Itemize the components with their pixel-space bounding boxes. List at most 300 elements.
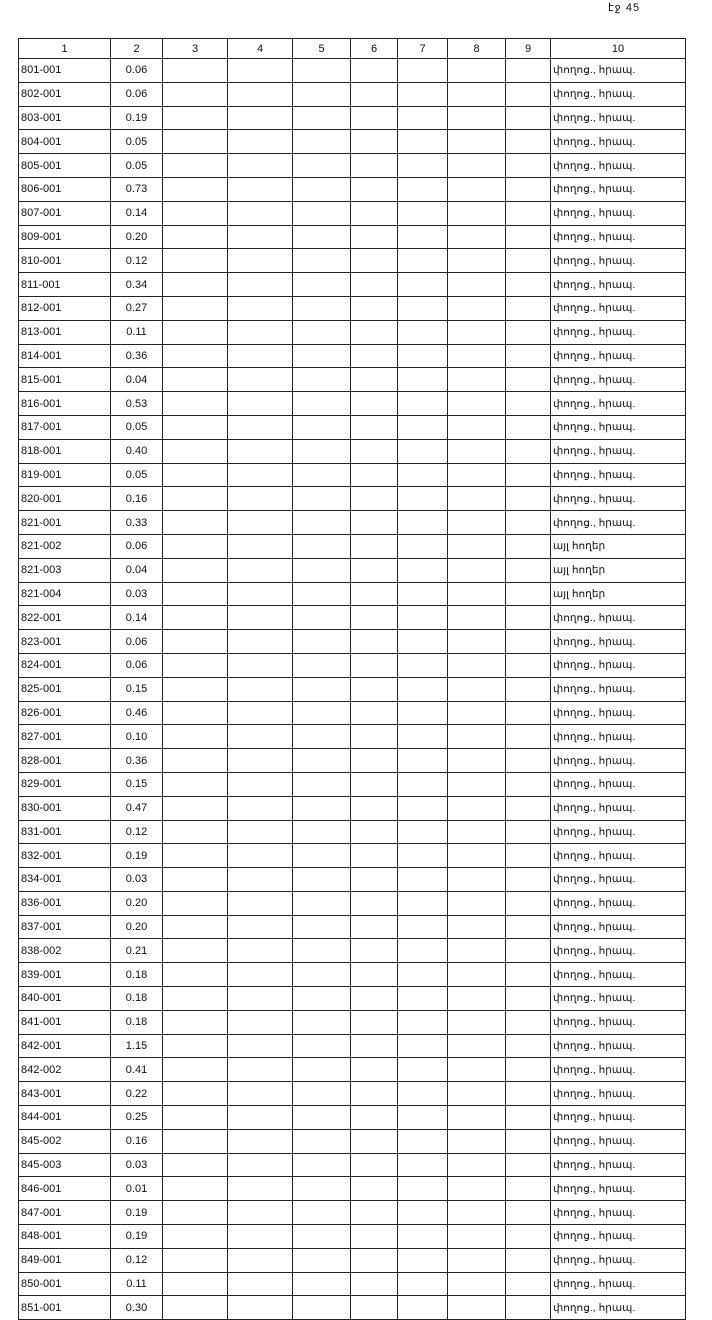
empty-cell [448,368,506,392]
empty-cell [506,534,551,558]
empty-cell [293,963,351,987]
land-use: փողոց., հրապ. [551,344,686,368]
empty-cell [448,1129,506,1153]
empty-cell [293,1058,351,1082]
empty-cell [398,177,448,201]
table-row [19,1058,686,1082]
empty-cell [506,439,551,463]
column-header-3: 3 [163,39,228,59]
land-use: փողոց., հրապ. [551,1296,686,1320]
empty-cell [228,820,293,844]
empty-cell [293,392,351,416]
parcel-code: 842-001 [19,1034,111,1058]
empty-cell [448,273,506,297]
land-use: փողոց., հրապ. [551,106,686,130]
empty-cell [506,82,551,106]
parcel-area: 0.06 [111,59,163,83]
parcel-area: 0.18 [111,987,163,1011]
parcel-code: 844-001 [19,1106,111,1130]
empty-cell [351,558,398,582]
table-row [19,1201,686,1225]
table-row [19,1082,686,1106]
parcel-area: 0.18 [111,963,163,987]
parcel-area: 0.53 [111,392,163,416]
table-row [19,534,686,558]
parcel-code: 810-001 [19,249,111,273]
empty-cell [448,201,506,225]
empty-cell [398,891,448,915]
empty-cell [351,59,398,83]
empty-cell [228,534,293,558]
parcel-code: 821-002 [19,534,111,558]
empty-cell [228,487,293,511]
empty-cell [448,868,506,892]
table-row [19,1106,686,1130]
empty-cell [228,392,293,416]
parcel-area: 0.12 [111,820,163,844]
empty-cell [506,1082,551,1106]
column-header-2: 2 [111,39,163,59]
empty-cell [448,344,506,368]
empty-cell [398,1272,448,1296]
empty-cell [228,249,293,273]
empty-cell [351,606,398,630]
parcel-code: 801-001 [19,59,111,83]
empty-cell [506,1034,551,1058]
parcel-code: 821-004 [19,582,111,606]
table-row [19,106,686,130]
empty-cell [506,177,551,201]
empty-cell [293,1129,351,1153]
land-use: փողոց., հրապ. [551,796,686,820]
land-use: փողոց., հրապ. [551,1058,686,1082]
empty-cell [293,177,351,201]
empty-cell [293,725,351,749]
empty-cell [398,749,448,773]
empty-cell [228,677,293,701]
table-row [19,1248,686,1272]
empty-cell [506,796,551,820]
land-use: փողոց., հրապ. [551,891,686,915]
empty-cell [448,1201,506,1225]
parcel-area: 0.16 [111,1129,163,1153]
column-header-5: 5 [293,39,351,59]
empty-cell [163,273,228,297]
empty-cell [351,296,398,320]
empty-cell [398,344,448,368]
empty-cell [351,963,398,987]
parcel-area: 0.04 [111,558,163,582]
empty-cell [398,487,448,511]
empty-cell [163,106,228,130]
parcel-area: 0.25 [111,1106,163,1130]
empty-cell [293,1034,351,1058]
parcel-area: 0.20 [111,915,163,939]
parcel-area: 0.46 [111,701,163,725]
parcel-code: 830-001 [19,796,111,820]
column-header-9: 9 [506,39,551,59]
empty-cell [293,82,351,106]
parcel-area: 0.06 [111,534,163,558]
empty-cell [163,1106,228,1130]
empty-cell [398,606,448,630]
empty-cell [293,1248,351,1272]
empty-cell [398,677,448,701]
parcel-area: 0.20 [111,891,163,915]
empty-cell [448,1225,506,1249]
empty-cell [351,796,398,820]
empty-cell [398,130,448,154]
table-row [19,963,686,987]
empty-cell [398,249,448,273]
empty-cell [398,987,448,1011]
parcel-code: 817-001 [19,415,111,439]
empty-cell [506,772,551,796]
parcel-area: 1.15 [111,1034,163,1058]
empty-cell [228,1129,293,1153]
empty-cell [293,130,351,154]
empty-cell [228,1082,293,1106]
empty-cell [293,296,351,320]
parcel-code: 826-001 [19,701,111,725]
land-use: փողոց., հրապ. [551,725,686,749]
empty-cell [228,177,293,201]
empty-cell [448,392,506,416]
table-row [19,368,686,392]
parcel-area: 0.19 [111,844,163,868]
empty-cell [163,558,228,582]
table-row [19,582,686,606]
empty-cell [163,296,228,320]
empty-cell [398,511,448,535]
parcel-code: 837-001 [19,915,111,939]
empty-cell [163,796,228,820]
land-use: փողոց., հրապ. [551,963,686,987]
empty-cell [351,749,398,773]
column-header-8: 8 [448,39,506,59]
land-use: փողոց., հրապ. [551,463,686,487]
parcel-code: 845-002 [19,1129,111,1153]
table-body [19,59,686,1320]
parcel-code: 846-001 [19,1177,111,1201]
table-row [19,344,686,368]
empty-cell [351,106,398,130]
empty-cell [398,915,448,939]
empty-cell [398,1296,448,1320]
parcel-code: 811-001 [19,273,111,297]
parcel-code: 840-001 [19,987,111,1011]
parcel-area: 0.16 [111,487,163,511]
land-use: փողոց., հրապ. [551,1034,686,1058]
empty-cell [448,1153,506,1177]
empty-cell [398,820,448,844]
empty-cell [448,1272,506,1296]
empty-cell [351,273,398,297]
empty-cell [293,273,351,297]
parcel-code: 814-001 [19,344,111,368]
empty-cell [351,154,398,178]
land-use: փողոց., հրապ. [551,1272,686,1296]
empty-cell [398,463,448,487]
parcel-area: 0.14 [111,606,163,630]
empty-cell [398,558,448,582]
empty-cell [506,939,551,963]
empty-cell [163,987,228,1011]
empty-cell [228,225,293,249]
empty-cell [228,1058,293,1082]
empty-cell [351,1153,398,1177]
empty-cell [228,1177,293,1201]
empty-cell [506,653,551,677]
empty-cell [163,963,228,987]
table-row [19,249,686,273]
empty-cell [398,201,448,225]
empty-cell [506,1106,551,1130]
empty-cell [506,154,551,178]
land-use: փողոց., հրապ. [551,772,686,796]
empty-cell [351,368,398,392]
empty-cell [506,511,551,535]
empty-cell [293,249,351,273]
empty-cell [351,653,398,677]
empty-cell [163,201,228,225]
empty-cell [398,772,448,796]
empty-cell [228,82,293,106]
empty-cell [351,344,398,368]
table-row [19,677,686,701]
parcel-area: 0.21 [111,939,163,963]
empty-cell [228,582,293,606]
empty-cell [163,439,228,463]
empty-cell [506,749,551,773]
empty-cell [228,630,293,654]
empty-cell [293,1201,351,1225]
parcel-area: 0.22 [111,1082,163,1106]
parcel-code: 848-001 [19,1225,111,1249]
empty-cell [163,1248,228,1272]
land-use: փողոց., հրապ. [551,273,686,297]
empty-cell [293,511,351,535]
land-use: փողոց., հրապ. [551,225,686,249]
empty-cell [228,511,293,535]
empty-cell [448,796,506,820]
empty-cell [351,987,398,1011]
empty-cell [228,987,293,1011]
empty-cell [293,796,351,820]
empty-cell [506,868,551,892]
empty-cell [163,1082,228,1106]
empty-cell [163,749,228,773]
table-row [19,392,686,416]
parcel-code: 805-001 [19,154,111,178]
empty-cell [448,606,506,630]
empty-cell [228,1272,293,1296]
empty-cell [506,582,551,606]
empty-cell [506,273,551,297]
land-use: փողոց., հրապ. [551,987,686,1011]
empty-cell [506,415,551,439]
empty-cell [506,1153,551,1177]
land-use: փողոց., հրապ. [551,320,686,344]
empty-cell [163,1129,228,1153]
empty-cell [228,320,293,344]
empty-cell [293,344,351,368]
parcel-area: 0.12 [111,1248,163,1272]
parcel-area: 0.34 [111,273,163,297]
land-use: փողոց., հրապ. [551,606,686,630]
parcel-area: 0.27 [111,296,163,320]
column-header-1: 1 [19,39,111,59]
empty-cell [398,1010,448,1034]
parcel-area: 0.05 [111,154,163,178]
empty-cell [448,1177,506,1201]
parcel-area: 0.33 [111,511,163,535]
empty-cell [293,154,351,178]
table-row [19,891,686,915]
empty-cell [228,463,293,487]
empty-cell [448,1082,506,1106]
parcel-code: 818-001 [19,439,111,463]
table-row [19,177,686,201]
empty-cell [293,1177,351,1201]
empty-cell [228,344,293,368]
land-use: փողոց., հրապ. [551,296,686,320]
parcel-area: 0.36 [111,749,163,773]
parcel-code: 847-001 [19,1201,111,1225]
parcel-area: 0.19 [111,106,163,130]
empty-cell [448,225,506,249]
header-row [19,39,686,59]
parcel-area: 0.73 [111,177,163,201]
empty-cell [228,868,293,892]
empty-cell [228,296,293,320]
empty-cell [163,868,228,892]
empty-cell [448,249,506,273]
parcel-code: 804-001 [19,130,111,154]
empty-cell [506,963,551,987]
table-row [19,225,686,249]
land-use: փողոց., հրապ. [551,1201,686,1225]
empty-cell [163,1272,228,1296]
empty-cell [448,677,506,701]
empty-cell [398,106,448,130]
empty-cell [448,415,506,439]
empty-cell [293,558,351,582]
parcel-code: 821-003 [19,558,111,582]
table-row [19,82,686,106]
parcel-area: 0.06 [111,630,163,654]
empty-cell [351,415,398,439]
empty-cell [351,1248,398,1272]
empty-cell [506,392,551,416]
empty-cell [506,987,551,1011]
empty-cell [351,1106,398,1130]
land-use: փողոց., հրապ. [551,1177,686,1201]
parcel-area: 0.11 [111,1272,163,1296]
parcel-area: 0.40 [111,439,163,463]
empty-cell [293,439,351,463]
land-use: փողոց., հրապ. [551,749,686,773]
parcel-code: 838-002 [19,939,111,963]
land-use: փողոց., հրապ. [551,915,686,939]
parcel-code: 824-001 [19,653,111,677]
land-use: փողոց., հրապ. [551,701,686,725]
table-row [19,1129,686,1153]
parcel-area: 0.05 [111,130,163,154]
empty-cell [448,296,506,320]
column-header-10: 10 [551,39,686,59]
land-use: փողոց., հրապ. [551,1153,686,1177]
parcel-code: 803-001 [19,106,111,130]
empty-cell [163,1153,228,1177]
land-use: այլ հողեր [551,558,686,582]
empty-cell [293,868,351,892]
empty-cell [293,749,351,773]
parcel-area: 0.01 [111,1177,163,1201]
empty-cell [228,154,293,178]
parcel-area: 0.14 [111,201,163,225]
parcel-area: 0.03 [111,868,163,892]
empty-cell [506,558,551,582]
parcel-code: 849-001 [19,1248,111,1272]
empty-cell [448,820,506,844]
table-row [19,439,686,463]
empty-cell [351,201,398,225]
table-row [19,653,686,677]
parcel-code: 841-001 [19,1010,111,1034]
parcel-code: 851-001 [19,1296,111,1320]
land-use: փողոց., հրապ. [551,1010,686,1034]
empty-cell [228,796,293,820]
empty-cell [448,1058,506,1082]
empty-cell [351,868,398,892]
parcel-code: 802-001 [19,82,111,106]
empty-cell [163,487,228,511]
land-use: փողոց., հրապ. [551,415,686,439]
empty-cell [398,320,448,344]
empty-cell [163,130,228,154]
parcel-code: 809-001 [19,225,111,249]
empty-cell [506,59,551,83]
empty-cell [228,844,293,868]
table-row [19,130,686,154]
empty-cell [163,915,228,939]
land-use: փողոց., հրապ. [551,630,686,654]
table-row [19,558,686,582]
parcel-area: 0.12 [111,249,163,273]
empty-cell [448,154,506,178]
empty-cell [398,154,448,178]
empty-cell [351,534,398,558]
empty-cell [163,415,228,439]
empty-cell [398,582,448,606]
empty-cell [293,487,351,511]
empty-cell [351,439,398,463]
empty-cell [163,59,228,83]
empty-cell [351,939,398,963]
parcel-area: 0.30 [111,1296,163,1320]
table-row [19,1272,686,1296]
empty-cell [163,1034,228,1058]
empty-cell [163,582,228,606]
empty-cell [398,1225,448,1249]
table-row [19,939,686,963]
empty-cell [398,1153,448,1177]
table-row [19,772,686,796]
empty-cell [398,1106,448,1130]
parcel-code: 842-002 [19,1058,111,1082]
empty-cell [448,177,506,201]
